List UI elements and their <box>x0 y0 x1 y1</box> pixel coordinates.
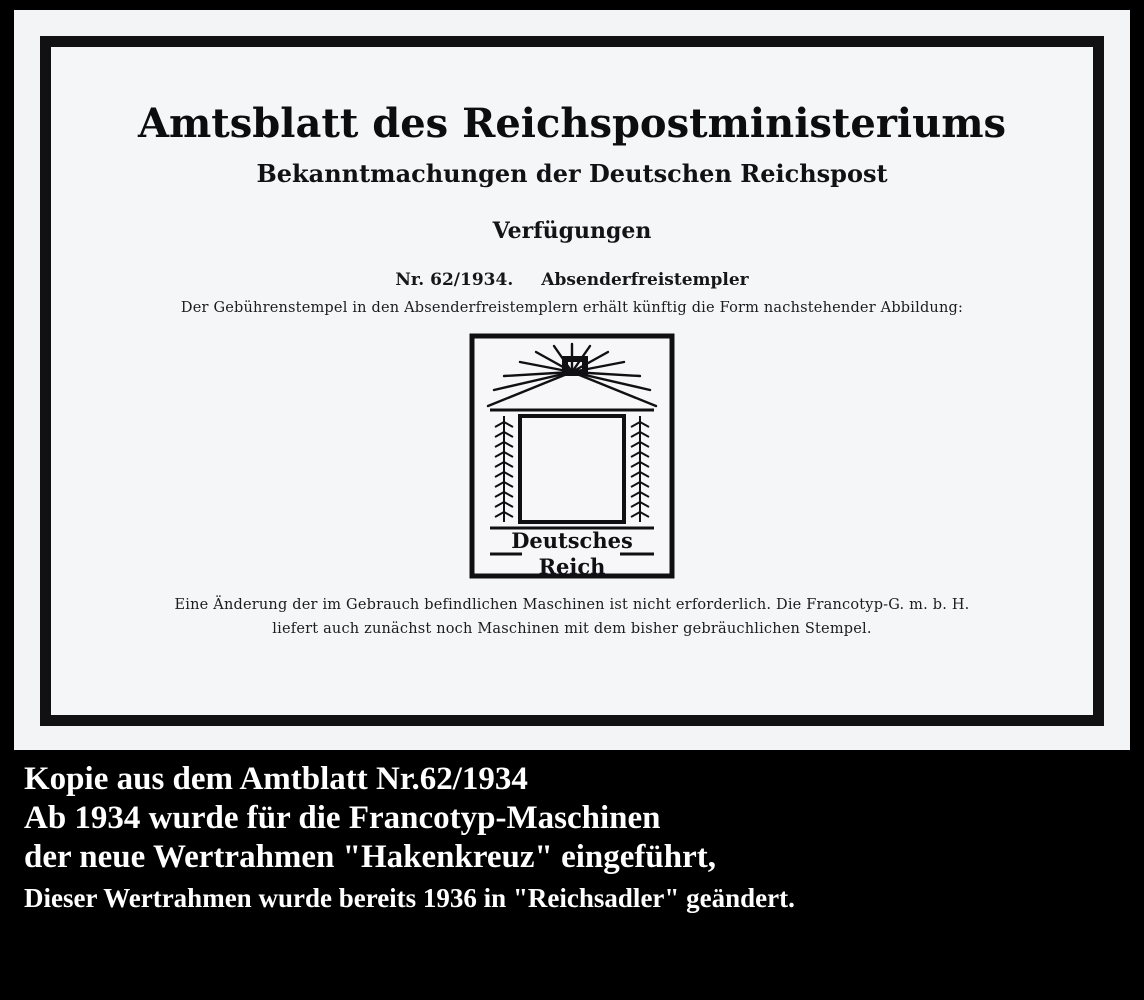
stamp-line-1: Deutsches <box>511 528 633 553</box>
stamp-figure <box>468 332 676 580</box>
document-frame <box>40 36 1104 726</box>
caption-block <box>24 760 1124 915</box>
intro-paragraph: Der Gebührenstempel in den Absenderfreistemplern erhält künftig die Form nachstehender Abbildung: <box>180 300 964 316</box>
caption-line-1: Kopie aus dem Amtblatt Nr.62/1934 <box>24 761 528 797</box>
document-masthead: Amtsblatt des Reichspostministeriums <box>137 100 1007 147</box>
caption-line-3: der neue Wertrahmen "Hakenkreuz" eingeführt, <box>24 838 717 875</box>
caption-line-2: Ab 1934 wurde für die Francotyp-Maschinen <box>24 799 661 836</box>
item-number: Nr. 62/1934. <box>395 270 514 290</box>
caption-line-4: Dieser Wertrahmen wurde bereits 1936 in "Reichsadler" geändert. <box>24 882 795 913</box>
footer-paragraph-line-1: Eine Änderung der im Gebrauch befindlichen Maschinen ist nicht erforderlich. Die Francotyp-G. m. b. H. <box>174 597 970 613</box>
item-heading <box>95 270 1049 290</box>
item-subject: Absenderfreistempler <box>541 270 749 290</box>
document-subhead: Bekanntmachungen der Deutschen Reichspost <box>256 159 888 188</box>
scanned-document <box>14 10 1130 750</box>
stamp-line-2: Reich <box>538 554 606 579</box>
stamp-illustration <box>468 332 676 580</box>
footer-paragraph-line-2: liefert auch zunächst noch Maschinen mit dem bisher gebräuchlichen Stempel. <box>272 621 872 638</box>
document-content <box>51 47 1093 715</box>
document-section-title: Verfügungen <box>492 218 652 244</box>
